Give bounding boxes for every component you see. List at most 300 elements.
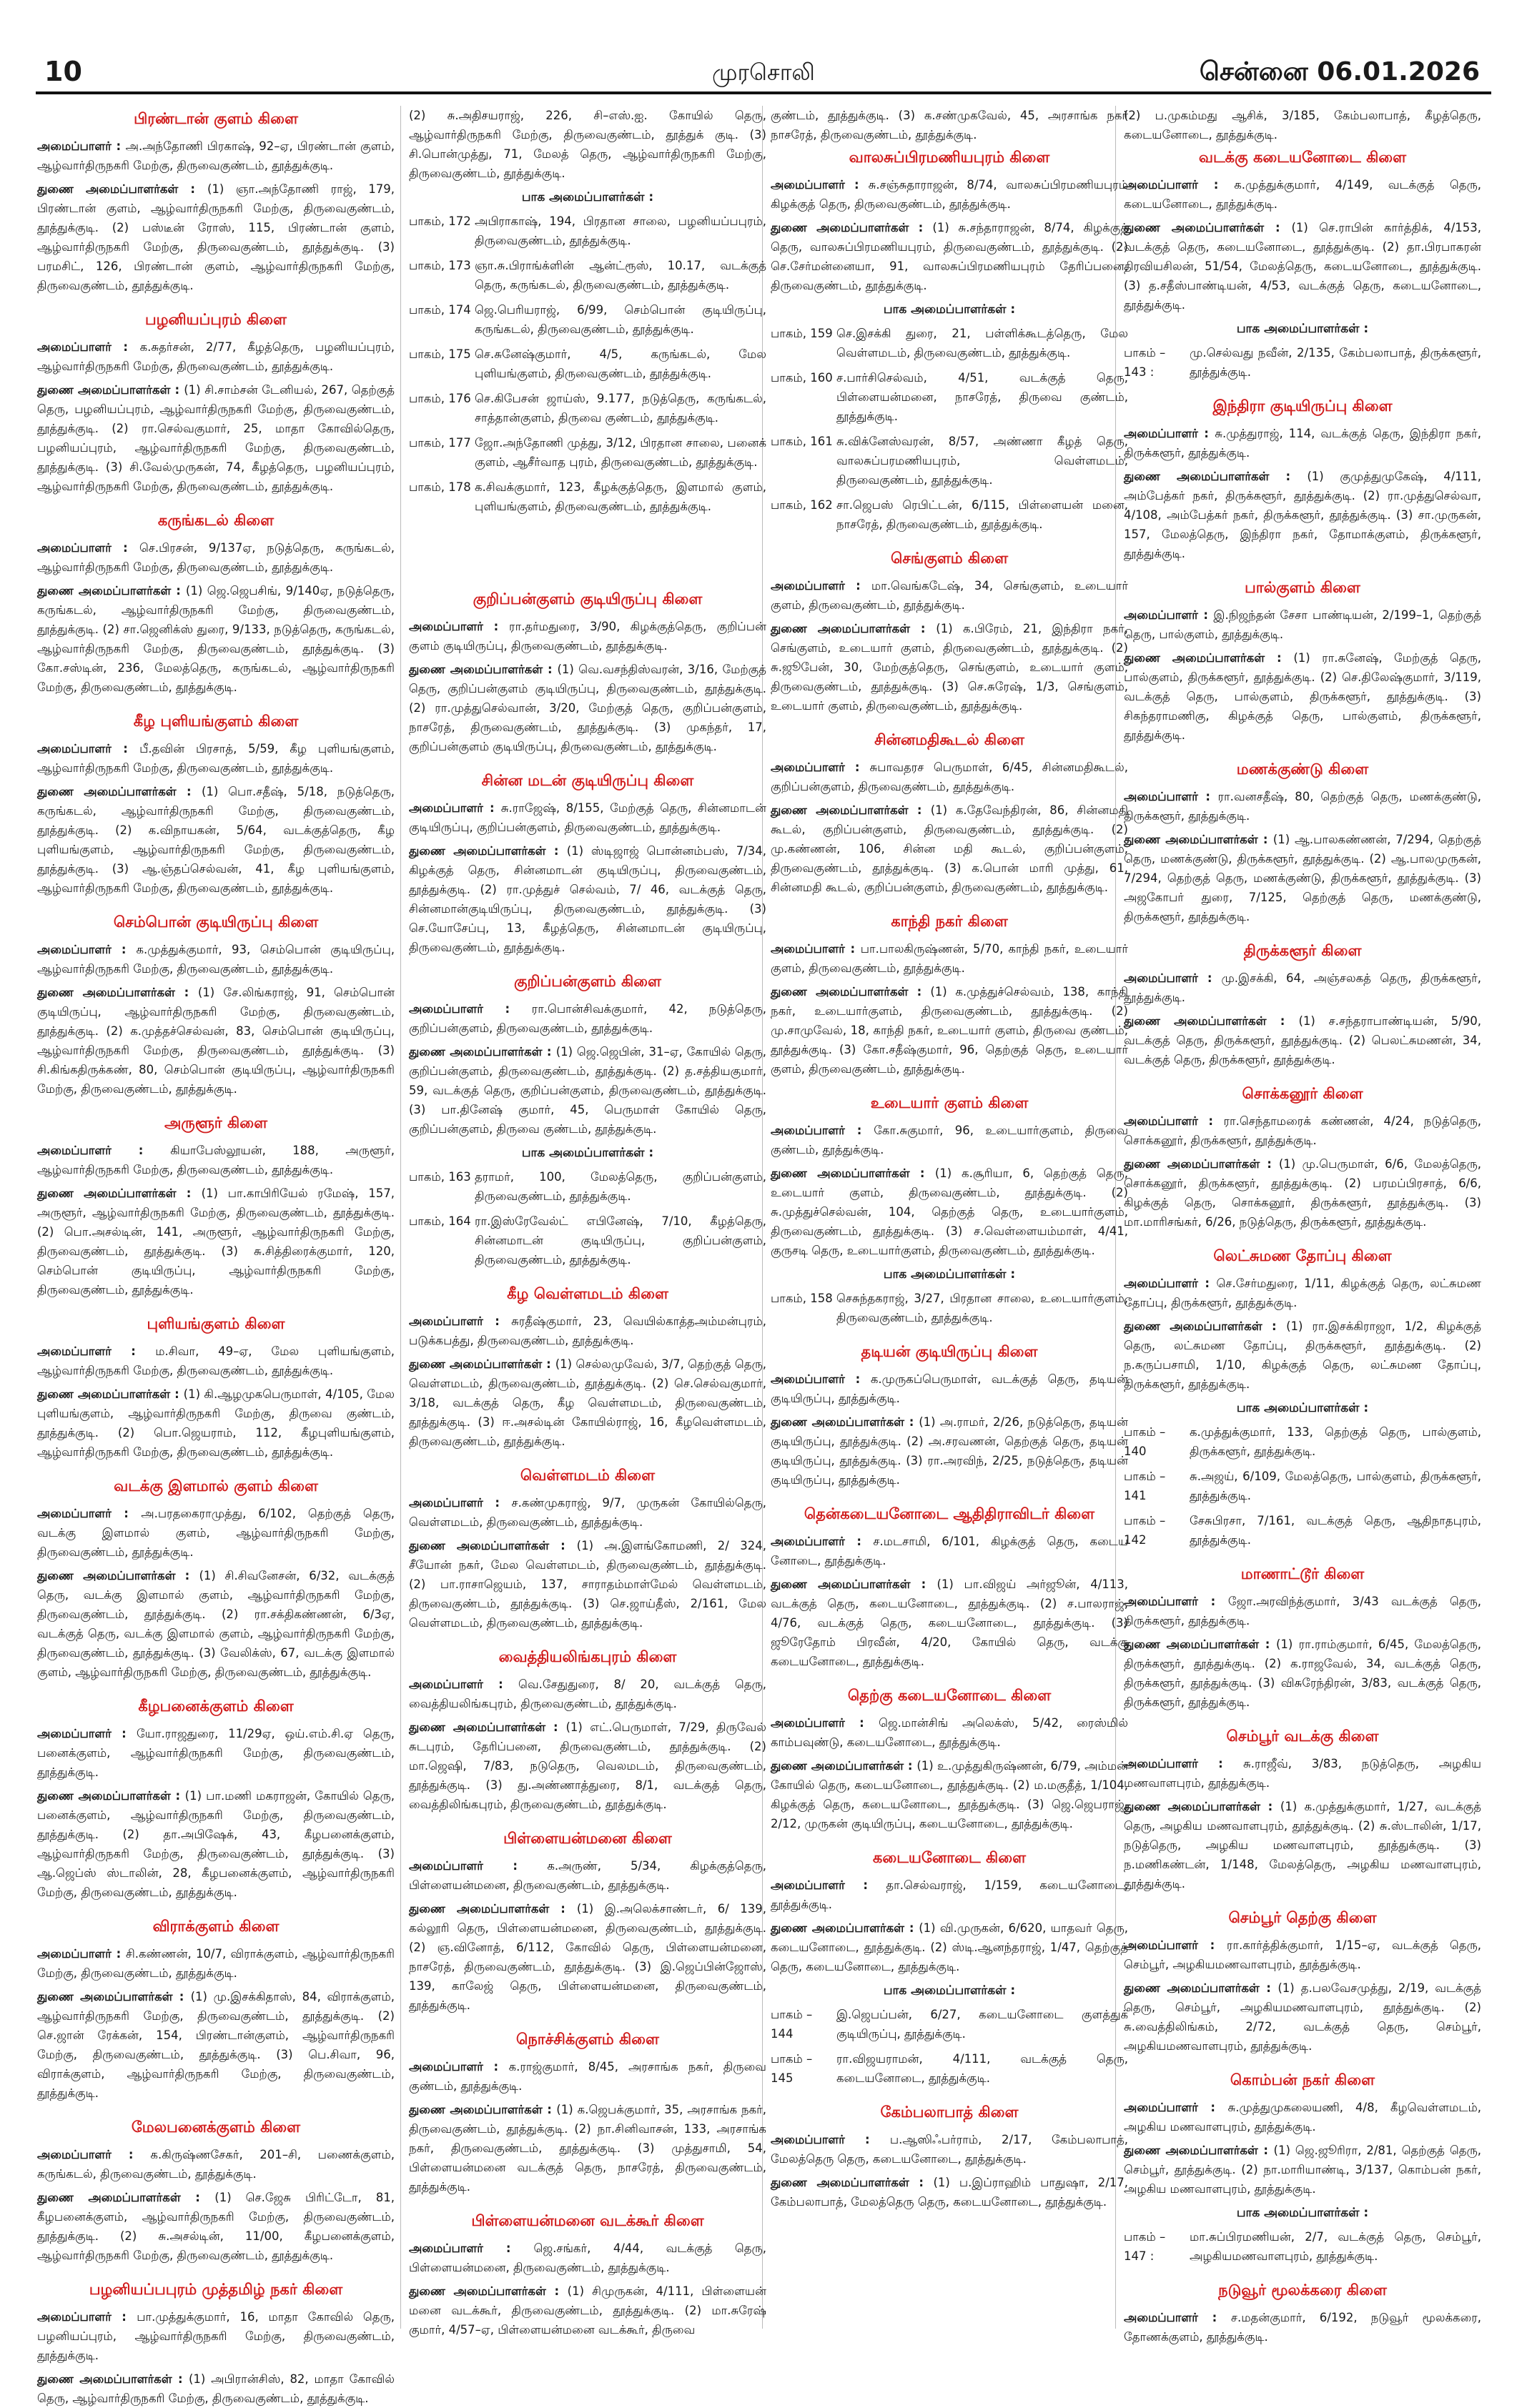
paaga-number: பாகம், 172: [409, 214, 471, 228]
paaga-row: [409, 1167, 766, 1206]
header-rule: [36, 91, 1491, 94]
deputy-organizers-entry: [1124, 1797, 1481, 1893]
entry-text: (1) பா.விஜய் அர்ஜூன், 4/113, வடக்குத் தெரு, கடையனோடை, தூத்துக்குடி. (2) ச.பாலராஜ், 4/76, வடக்குத் தெரு, கடையனோடை, தூத்துக்குடி. (3) ஜூரேதோம் பிரவீன், 4/20, கோயில் தெரு, வடக்கு கடையனோடை, தூத்துக்குடி.: [771, 1577, 1128, 1668]
deputy-organizers-entry: [1124, 1154, 1481, 1232]
paaga-member: அபிராகாஷ், 194, பிரதான சாலை, பழனியப்பபுரம், திருவைகுண்டம், தூத்துக்குடி.: [475, 214, 766, 247]
paaga-number: பாகம் – 141: [1124, 1470, 1166, 1502]
organizer-entry: [409, 617, 766, 655]
organizer-entry: [409, 1675, 766, 1713]
organizer-entry: [409, 798, 766, 837]
entry-text: சுரதீஷ்குமார், 23, வெயில்காத்தஅம்மன்புரம், படுக்கபத்து, திருவைகுண்டம், தூத்துக்குடி.: [409, 1314, 766, 1347]
paaga-row: [1124, 1511, 1481, 1550]
entry-text: (1) க.சூரியா, 6, தெற்குத் தெரு, உடையார் குளம், திருவைகுண்டம், தூத்துக்குடி. (2) சு.முத்துச்செல்வன், 104, தெற்குத் தெரு, உடையார்குளம், திருவைகுண்டம், தூத்துக்குடி. (3) ச.வெள்ளையம்மாள், 4/41, குருசடி தெரு, உடையார்குளம், திருவைகுண்டம், தூத்துக்குடி.: [771, 1166, 1128, 1257]
entry-label: அமைப்பாளர் :: [771, 1372, 871, 1386]
entry-label: துணை அமைப்பாளர்கள் :: [771, 1415, 919, 1429]
branch-section: [771, 1343, 1128, 1490]
entry-label: துணை அமைப்பாளர்கள் :: [409, 2103, 557, 2116]
paaga-number: பாகம், 159: [771, 327, 833, 340]
branch-section: [37, 1477, 395, 1682]
organizer-entry: [409, 1312, 766, 1350]
organizer-entry: [771, 2130, 1128, 2169]
branch-heading: வாலசுப்பிரமணியபுரம் கிளை: [849, 149, 1050, 166]
branch-section: [771, 731, 1128, 897]
entry-text: ரா.தர்மதுரை, 3/90, கிழக்குத்தெரு, குறிப்பன் குளம் குடியிருப்பு, திருவைகுண்டம், தூத்துக்குடி.: [409, 620, 766, 653]
deputy-organizers-entry: [771, 1412, 1128, 1490]
paaga-member: ஜோ.அந்தோணி முத்து, 3/12, பிரதான சாலை, பனைக் குளம், ஆசீர்வாத புரம், திருவைகுண்டம், தூத்துக்குடி.: [475, 436, 766, 469]
entry-text: (1) பொ.சதீஷ், 5/18, நடுத்தெரு, கருங்கடல், ஆழ்வார்திருநகரி மேற்கு, திருவைகுண்டம், தூத்துக்குடி. (2) க.விநாயகன், 5/64, வடக்குத்தெரு, கீழ புளியங்குளம், ஆழ்வார்திருநகரி மேற்கு, திருவைகுண்டம், தூத்துக்குடி. (3) ஆ.ஞ்தப்செல்வன், 41, கீழ புளியங்குளம், ஆழ்வார்திருநகரி மேற்கு, திருவைகுண்டம், தூத்துக்குடி.: [37, 785, 395, 895]
branch-heading: கேம்பலாபாத் கிளை: [880, 2104, 1019, 2121]
branch-heading: விராக்குளம் கிளை: [152, 1918, 280, 1935]
entry-text: (1) வி.முருகன், 6/620, யாதவர் தெரு, கடையனோடை, தூத்துக்குடி. (2) ஸ்டி.ஆனந்தராஜ், 1/47, தெற்குத் தெரு, கடையனோடை, தூத்துக்குடி.: [771, 1921, 1128, 1973]
entry-text: ரா.வனசதீஷ், 80, தெற்குத் தெரு, மணக்குண்டு, திருக்களூர், தூத்துக்குடி.: [1124, 790, 1481, 823]
column-divider: [400, 106, 401, 2329]
branch-heading: புளியங்குளம் கிளை: [147, 1315, 285, 1332]
entry-label: அமைப்பாளர் :: [1124, 2311, 1231, 2324]
entry-label: அமைப்பாளர் :: [1124, 2101, 1228, 2114]
branch-heading: கீழ புளியங்குளம் கிளை: [133, 713, 299, 730]
paaga-number: பாகம், 160: [771, 371, 833, 385]
entry-label: அமைப்பாளர் :: [37, 139, 126, 153]
deputy-organizers-entry: [1124, 648, 1481, 745]
entry-label: துணை அமைப்பாளர்கள் :: [409, 1902, 577, 1916]
paaga-member: ச.பார்சிசெல்வம், 4/51, வடக்குத் தெரு, பிள்ளையன்மனை, நாசரேத், திருவை குண்டம், தூத்துக்குடி.: [836, 371, 1128, 423]
paaga-row: [1124, 343, 1481, 382]
organizer-entry: [37, 1724, 395, 1782]
deputy-organizers-entry: [1124, 1635, 1481, 1712]
paaga-member: மு.செல்வது நவீன், 2/135, கேம்பலாபாத், திருக்களூர், தூத்துக்குடி.: [1190, 346, 1481, 379]
entry-label: துணை அமைப்பாளர்கள் :: [37, 1186, 202, 1200]
branch-heading: தென்கடையனோடை ஆதிதிராவிடர் கிளை: [804, 1505, 1095, 1522]
paaga-number: பாகம், 173: [409, 259, 471, 272]
organizer-entry: [409, 1493, 766, 1532]
entry-text: (1) கி.ஆழமுகபெருமாள், 4/105, மேல புளியங்குளம், ஆழ்வார்திருநகரி மேற்கு, திருவை குண்டம், தூத்துக்குடி. (2) பொ.ஜெயராம், 112, கீழபுளியங்குளம், ஆழ்வார்திருநகரி மேற்கு, திருவைகுண்டம், தூத்துக்குடி.: [37, 1387, 395, 1459]
entry-text: க.அருண், 5/34, கிழக்குத்தெரு, பிள்ளையன்மனை, திருவைகுண்டம், தூத்துக்குடி.: [409, 1859, 766, 1892]
entry-label: அமைப்பாளர் :: [409, 1314, 512, 1328]
paaga-number: பாகம், 174: [409, 303, 471, 317]
entry-label: அமைப்பாளர் :: [409, 2241, 534, 2255]
branch-section: [771, 550, 1128, 715]
branch-section: [1124, 1247, 1481, 1550]
entry-label: அமைப்பாளர் :: [37, 2148, 151, 2161]
branch-heading: சின்னமதிகூடல் கிளை: [874, 731, 1024, 748]
entry-label: அமைப்பாளர் :: [771, 942, 861, 956]
entry-text: (1) அ.இளங்கோமணி, 2/ 324, சீயோன் நகர், மேல வெள்ளமடம், திருவைகுண்டம், தூத்துக்குடி. (2) பா.ராசாஜெயம், 137, சாராதம்மாள்மேல் வெள்ளமடம், திருவைகுண்டம், தூத்துக்குடி. (3) செ.ஜாய்தீஸ், 2/161, மேல வெள்ளமடம், திருவைகுண்டம், தூத்துக்குடி.: [409, 1539, 766, 1630]
paaga-heading: பாக அமைப்பாளர்கள் :: [883, 1983, 1016, 1998]
paaga-row: [771, 1289, 1128, 1327]
deputy-organizers-entry: [1124, 467, 1481, 563]
branch-heading: செம்பொன் குடியிருப்பு கிளை: [113, 913, 319, 931]
entry-label: அமைப்பாளர் :: [771, 579, 871, 593]
entry-text: (1) பா.மணி மகராஜன், கோயில் தெரு, பனைக்குளம், ஆழ்வார்திருநகரி மேற்கு, திருவைகுண்டம், தூத்துக்குடி. (2) தா.அபிஷேக், 43, கீழபனைக்குளம், ஆழ்வார்திருநகரி மேற்கு, திருவைகுண்டம், தூத்துக்குடி. (3) ஆ.ஜெப்ஸ் ஸ்டாலின், 28, கீழபனைக்குளம், ஆழ்வார்திருநகரி மேற்கு, திருவைகுண்டம், தூத்துக்குடி.: [37, 1789, 395, 1899]
organizer-entry: [37, 1342, 395, 1380]
organizer-entry: [1124, 2308, 1481, 2347]
branch-section: [409, 2031, 766, 2196]
entry-label: துணை அமைப்பாளர்கள் :: [1124, 1981, 1278, 1995]
paaga-row: [771, 495, 1128, 534]
branch-heading: காந்தி நகர் கிளை: [891, 913, 1008, 930]
entry-text: வெ.சேதுதுரை, 8/ 20, வடக்குத் தெரு, வைத்தியலிங்கபுரம், திருவைகுண்டம், தூத்துக்குடி.: [409, 1678, 766, 1710]
branch-section: [409, 1830, 766, 2015]
branch-heading: மாணாட்டூர் கிளை: [1240, 1565, 1365, 1582]
paaga-row: [409, 477, 766, 516]
branch-section: [771, 149, 1128, 534]
entry-label: அமைப்பாளர் :: [409, 2060, 509, 2073]
entry-text: (1) செ.ஜேசு பிரிட்டோ, 81, கீழபனைக்குளம், ஆழ்வார்திருநகரி மேற்கு, திருவைகுண்டம், தூத்துக்குடி. (2) சு.அசல்டின், 11/00, கீழபனைக்குளம், ஆழ்வார்திருநகரி மேற்கு, திருவைகுண்டம், தூத்துக்குடி.: [37, 2191, 395, 2262]
entry-text: (1) க.முத்துச்செல்வம், 138, காந்தி நகர், உடையார்குளம், திருவைகுண்டம், தூத்துக்குடி. (2) மு.சாமுவேல், 18, காந்தி நகர், உடையார் குளம், திருவை குண்டம், தூத்துக்குடி. (3) கோ.சதீஷ்குமார், 96, தெற்குத் தெரு, உடையார் குளம், திருவைகுண்டம், தூத்துக்குடி.: [771, 985, 1128, 1076]
entry-label: அமைப்பாளர் :: [1124, 1938, 1227, 1952]
entry-label: அமைப்பாளர் :: [409, 1678, 519, 1691]
organizer-entry: [1124, 1111, 1481, 1150]
branch-section: [37, 311, 395, 496]
branch-section: [409, 772, 766, 957]
deputy-organizers-entry: [771, 801, 1128, 897]
branch-section: [771, 1505, 1128, 1671]
entry-label: அமைப்பாளர் :: [1124, 790, 1218, 803]
organizer-entry: [37, 1141, 395, 1179]
branch-section: [37, 512, 395, 697]
entry-label: அமைப்பாளர் :: [1124, 1595, 1228, 1608]
paaga-member: செசுந்தகராஜ், 3/27, பிரதான சாலை, உடையார்குளம், திருவைகுண்டம், தூத்துக்குடி.: [836, 1292, 1128, 1324]
entry-label: அமைப்பாளர் :: [771, 178, 869, 192]
paaga-member: மா.சுப்பிரமணியன், 2/7, வடக்குத் தெரு, செம்பூர், அழகியமணவாளபுரம், தூத்துக்குடி.: [1190, 2230, 1481, 2263]
entry-label: துணை அமைப்பாளர்கள் :: [37, 2191, 215, 2204]
paaga-row: [1124, 2227, 1481, 2266]
entry-text: (1) உ.முத்துகிருஷ்ணன், 6/79, அம்மன் கோயில் தெரு, கடையனோடை, தூத்துக்குடி. (2) ம.மகுதீத், 1/104, கிழக்குத் தெரு, கடையனோடை, தூத்துக்குடி. (3) ஜெ.ஜெபராஜ், 2/12, முருகன் குடியிருப்பு, கடையனோடை, தூத்துக்குடி.: [771, 1759, 1129, 1830]
branch-section: [771, 1849, 1128, 2088]
organizer-entry: [1124, 2098, 1481, 2136]
organizer-entry: [771, 1532, 1128, 1570]
paaga-row: [409, 433, 766, 472]
deputy-organizers-entry: [771, 1756, 1128, 1833]
paaga-number: பாகம், 177: [409, 436, 471, 450]
branch-heading: சொக்கனூர் கிளை: [1242, 1085, 1363, 1102]
column-1: [37, 106, 395, 2405]
entry-label: துணை அமைப்பாளர்கள் :: [771, 1166, 935, 1180]
deputy-organizers-entry: [409, 2281, 766, 2339]
organizer-entry: [771, 1369, 1128, 1408]
branch-section: [37, 1918, 395, 2103]
branch-heading: லெட்சுமண தோப்பு கிளை: [1213, 1247, 1392, 1264]
entry-label: அமைப்பாளர் :: [1124, 427, 1215, 440]
entry-label: துணை அமைப்பாளர்கள் :: [409, 1357, 555, 1371]
entry-text: (1) அ.ராமர், 2/26, நடுத்தெரு, தடியன் குடியிருப்பு, தூத்துக்குடி. (2) அ.சரவணன், தெற்குத் தெரு, தடியன் குடியிருப்பு, தூத்துக்குடி. (3) ரா.அரவிந், 2/25, நடுத்தெரு, தடியன் குடியிருப்பு, தூத்துக்குடி.: [771, 1415, 1129, 1487]
deputy-organizers-entry: [1124, 1317, 1481, 1394]
entry-label: அமைப்பாளர் :: [37, 742, 140, 755]
entry-text: (1) ரா.ராம்குமார், 6/45, மேலத்தெரு, திருக்களூர், தூத்துக்குடி. (2) க.ராஜவேல், 34, வடக்குத் தெரு, திருக்களூர், தூத்துக்குடி. (3) விசுரேந்திரன், 3/83, வடக்குத் தெரு, திருக்களூர், தூத்துக்குடி.: [1124, 1637, 1481, 1709]
entry-label: துணை அமைப்பாளர்கள் :: [37, 785, 202, 798]
paaga-heading: பாக அமைப்பாளர்கள் :: [883, 302, 1016, 317]
entry-text: சு.ராஜேஷ், 8/155, மேற்குத் தெரு, சின்னமாடன் குடியிருப்பு, குறிப்பன்குளம், திருவைகுண்டம், தூத்துக்குடி.: [409, 801, 766, 834]
paaga-heading: பாக அமைப்பாளர்கள் :: [883, 1267, 1016, 1282]
entry-text: (1) சி.சாம்சன் டேனியல், 267, தெற்குத் தெரு, பழனியப்புரம், ஆழ்வார்திருநகரி மேற்கு, திருவைகுண்டம், தூத்துக்குடி. (2) ரா.செல்வகுமார், 25, மாதா கோவில்தெரு, பழனியப்புரம், ஆழ்வார்திருநகரி மேற்கு, திருவைகுண்டம், தூத்துக்குடி. (3) சி.வேல்முருகன், 74, கீழத்தெரு, பழனியப்புரம், ஆழ்வார்திருநகரி மேற்கு, திருவைகுண்டம், தூத்துக்குடி.: [37, 383, 395, 493]
entry-text: சுபாவதரச பெருமாள், 6/45, சின்னமதிகூடல், குறிப்பன்குளம், திருவைகுண்டம், தூத்துக்குடி.: [771, 760, 1128, 793]
entry-text: ஜோ.அரவிந்த்குமார், 3/43 வடக்குத் தெரு, திருக்களூர், தூத்துக்குடி.: [1124, 1595, 1481, 1627]
paaga-row: [409, 1212, 766, 1269]
entry-label: துணை அமைப்பாளர்கள் :: [771, 221, 933, 234]
entry-label: துணை அமைப்பாளர்கள் :: [1124, 833, 1273, 846]
entry-text: ப.ஆஸிஃபர்ராம், 2/17, கேம்பலாபாத், மேலத்தெரு தெரு, கடையனோடை, தூத்துக்குடி.: [771, 2133, 1128, 2166]
organizer-entry: [1124, 605, 1481, 644]
entry-label: அமைப்பாளர் :: [409, 801, 501, 815]
branch-section: [1124, 760, 1481, 926]
entry-label: அமைப்பாளர் :: [771, 760, 870, 774]
paaga-member: சேசுபிரசா, 7/161, வடக்குத் தெரு, ஆதிநாதபுரம், தூத்துக்குடி.: [1190, 1514, 1481, 1547]
branch-section: [1124, 2071, 1481, 2266]
paaga-row: [771, 432, 1128, 490]
paaga-member: சா.ஜெபஸ் ரெபிட்டன், 6/115, பிள்ளையன் மனை, நாசரேத், திருவைகுண்டம், தூத்துக்குடி.: [836, 498, 1128, 531]
organizer-entry: [1124, 1754, 1481, 1793]
branch-heading: கொம்பன் நகர் கிளை: [1230, 2071, 1375, 2089]
branch-heading: உடையார் குளம் கிளை: [870, 1094, 1029, 1111]
entry-text: (1) ச.சந்தராபாண்டியன், 5/90, வடக்குத் தெரு, திருக்களூர், தூத்துக்குடி. (2) பெலட்சுமணன், 34, வடக்குத் தெரு, திருக்களூர், தூத்துக்குடி.: [1124, 1014, 1481, 1066]
newspaper-name: முரசொலி: [712, 59, 815, 86]
deputy-organizers-entry: [409, 841, 766, 957]
branch-section: [37, 1315, 395, 1462]
organizer-entry: [409, 2239, 766, 2277]
branch-heading: பழனியப்புரம் கிளை: [145, 311, 287, 328]
organizer-entry: [771, 576, 1128, 615]
branch-heading: பழனியப்பபுரம் முத்தமிழ் நகர் கிளை: [89, 2281, 343, 2298]
paaga-heading: பாக அமைப்பாளர்கள் :: [1236, 2206, 1369, 2220]
entry-label: துணை அமைப்பாளர்கள் :: [771, 1577, 937, 1591]
deputy-organizers-entry: [1124, 2141, 1481, 2199]
branch-section: [37, 1114, 395, 1299]
organizer-entry: [1124, 968, 1481, 1007]
branch-section: [1124, 1085, 1481, 1232]
paaga-member: க.முத்துக்குமார், 133, தெற்குத் தெரு, பால்குளம், திருக்களூர், தூத்துக்குடி.: [1190, 1425, 1481, 1458]
paaga-member: இ.ஜெபப்பன், 6/27, கடையனோடை குளத்துக் குடியிருப்பு, தூத்துக்குடி.: [836, 2008, 1128, 2041]
deputy-organizers-entry: [771, 1918, 1128, 1976]
deputy-organizers-entry: [37, 2188, 395, 2265]
paaga-heading: பாக அமைப்பாளர்கள் :: [1236, 322, 1369, 336]
organizer-entry: [409, 999, 766, 1038]
entry-label: அமைப்பாளர் :: [771, 1716, 879, 1730]
entry-text: (1) வெ.வசந்திஸ்வரன், 3/16, மேற்குத் தெரு, குறிப்பன்குளம் குடியிருப்பு, திருவைகுண்டம், தூத்துக்குடி. (2) ரா.முத்துசெல்வான், 3/20, மேற்குத் தெரு, குறிப்பன்குளம், நாசரேத், திருவைகுண்டம், தூத்துக்குடி. (3) முகந்தர், 17, குறிப்பன்குளம் குடியிருப்பு, திருவைகுண்டம், தூத்துக்குடி.: [409, 663, 766, 753]
branch-heading: கீழபனைக்குளம் கிளை: [138, 1698, 294, 1715]
entry-label: அமைப்பாளர் :: [409, 1496, 512, 1510]
branch-heading: தடியன் குடியிருப்பு கிளை: [861, 1343, 1038, 1360]
branch-section: [1124, 2281, 1481, 2347]
entry-text: (1) சிமுருகன், 4/111, பிள்ளையன் மனை வடக்கூர், திருவைகுண்டம், தூத்துக்குடி. (2) மா.சுரேஷ் குமார், 4/57–ஏ, பிள்ளையன்மனை வடக்கூர், திருவை: [409, 2284, 766, 2337]
organizer-entry: [771, 175, 1128, 214]
paaga-row: [409, 212, 766, 250]
organizer-entry: [37, 940, 395, 978]
paaga-number: பாகம் – 147 :: [1124, 2230, 1166, 2263]
paaga-number: பாகம் – 144: [771, 2008, 813, 2041]
entry-label: துணை அமைப்பாளர்கள் :: [1124, 470, 1308, 483]
entry-label: துணை அமைப்பாளர்கள் :: [409, 844, 567, 858]
entry-text: (1) க.தேவேந்திரன், 86, சின்னமதி கூடல், குறிப்பன்குளம், திருவைகுண்டம், தூத்துக்குடி. (2) மு.கண்ணன், 106, சின்ன மதி கூடல், குறிப்பன்குளம், திருவைகுண்டம், தூத்துக்குடி. (3) க.பொன் மாரி முத்து, 61, சின்னமதி கூடல், குறிப்பன்குளம், திருவைகுண்டம், தூத்துக்குடி.: [771, 803, 1128, 894]
deputy-organizers-entry: [37, 179, 395, 295]
branch-heading: தெற்கு கடையனோடை கிளை: [847, 1687, 1052, 1704]
paaga-row: [771, 324, 1128, 362]
entry-text: (1) செல்லமுவேல், 3/7, தெற்குத் தெரு, வெள்ளமடம், திருவைகுண்டம், தூத்துக்குடி. (2) செ.செல்வகுமார், 3/18, வடக்குத் தெரு, கீழ வெள்ளமடம், திருவைகுண்டம், தூத்துக்குடி. (3) ஈ.அசல்டின் கோயில்ராஜ், 16, கீழவெள்ளமடம், திருவைகுண்டம், தூத்துக்குடி.: [409, 1357, 766, 1448]
entry-label: அமைப்பாளர் :: [771, 1878, 886, 1892]
entry-text: செ.பிரசன், 9/137ஏ, நடுத்தெரு, கருங்கடல், ஆழ்வார்திருநகரி மேற்கு, திருவைகுண்டம், தூத்துக்குடி.: [37, 541, 395, 574]
branch-section: [409, 2212, 766, 2339]
entry-text: க.கிருஷ்ணசேகர், 201–சி, பணைக்குளம், கருங்கடல், திருவைகுண்டம், தூத்துக்குடி.: [37, 2148, 395, 2181]
branch-heading: வெள்ளமடம் கிளை: [520, 1467, 656, 1484]
entry-label: துணை அமைப்பாளர்கள் :: [771, 2176, 934, 2189]
entry-label: துணை அமைப்பாளர்கள் :: [771, 803, 931, 817]
entry-label: துணை அமைப்பாளர்கள் :: [409, 663, 558, 676]
entry-label: துணை அமைப்பாளர்கள் :: [409, 1539, 577, 1552]
deputy-organizers-entry: [37, 1786, 395, 1902]
entry-label: அமைப்பாளர் :: [409, 1002, 532, 1016]
branch-heading: சின்ன மடன் குடியிருப்பு கிளை: [481, 772, 694, 789]
branch-heading: பால்குளம் கிளை: [1245, 579, 1360, 596]
branch-heading: கீழ வெள்ளமடம் கிளை: [507, 1285, 668, 1302]
entry-label: அமைப்பாளர் :: [37, 340, 140, 354]
entry-text: ரா.பொன்சிவக்குமார், 42, நடுத்தெரு, குறிப்பன்குளம், திருவைகுண்டம், தூத்துக்குடி.: [409, 1002, 766, 1035]
entry-text: கோ.சுகுமார், 96, உடையார்குளம், திருவை குண்டம், தூத்துக்குடி.: [771, 1124, 1128, 1156]
edition-date: சென்னை 06.01.2026: [1199, 57, 1480, 86]
branch-section: [409, 973, 766, 1269]
branch-section: [37, 110, 395, 295]
organizer-entry: [37, 739, 395, 778]
paaga-row: [771, 368, 1128, 426]
paaga-member: செ.சுனேஷ்குமார், 4/5, கருங்கடல், மேல புளியங்குளம், திருவைகுண்டம், தூத்துக்குடி.: [475, 347, 766, 380]
organizer-entry: [37, 1504, 395, 1562]
entry-text: ச.மதன்குமார், 6/192, நடுவூர் மூலக்கரை, தோணக்குளம், தூத்துக்குடி.: [1124, 2311, 1481, 2344]
deputy-organizers-entry: [409, 1354, 766, 1451]
branch-heading: பிள்ளையன்மனை வடக்கூர் கிளை: [471, 2212, 704, 2229]
paaga-row: [409, 256, 766, 294]
entry-label: அமைப்பாளர் :: [771, 1535, 874, 1548]
entry-label: துணை அமைப்பாளர்கள் :: [1124, 1319, 1287, 1333]
entry-label: அமைப்பாளர் :: [409, 1859, 548, 1873]
entry-label: துணை அமைப்பாளர்கள் :: [37, 1569, 199, 1582]
entry-text: அ.பரதகைராமுத்து, 6/102, தெற்குத் தெரு, வடக்கு இளமால் குளம், ஆழ்வார்திருநகரி மேற்கு, திருவைகுண்டம், தூத்துக்குடி.: [37, 1507, 395, 1559]
entry-label: அமைப்பாளர் :: [1124, 971, 1222, 985]
entry-text: (1) த.பலவேசமுத்து, 2/19, வடக்குத் தெரு, செம்பூர், அழகியமணவாளபுரம், தூத்துக்குடி. (2) சு.வைத்திலிங்கம், 2/72, வடக்குத் தெரு, செம்பூர், அழகியமணவாளபுரம், தூத்துக்குடி.: [1124, 1981, 1481, 2053]
organizer-entry: [771, 758, 1128, 796]
branch-section: [1124, 579, 1481, 745]
entry-label: அமைப்பாளர் :: [1124, 1757, 1244, 1770]
branch-heading: அருளூர் கிளை: [164, 1114, 268, 1131]
entry-text: (1) பா.காபிரியேல் ரமேஷ், 157, அருளூர், ஆழ்வார்திருநகரி மேற்கு, திருவைகுண்டம், தூத்துக்குடி. (2) பொ.அசல்டின், 141, அருளூர், ஆழ்வார்திருநகரி மேற்கு, திருவைகுண்டம், தூத்துக்குடி. (3) சு.சித்திரைக்குமார், 120, செம்பொன் குடியிருப்பு, ஆழ்வார்திருநகரி மேற்கு, திருவைகுண்டம், தூத்துக்குடி.: [37, 1186, 395, 1297]
deputy-organizers-entry: [771, 1164, 1128, 1260]
column-3: [771, 106, 1128, 2336]
entry-text: (1) செ.ராபின் கார்த்திக், 4/153, வடக்குத் தெரு, கடையனோடை, தூத்துக்குடி. (2) தா.பிரபாகரன் திரவியசிலன், 51/54, மேலத்தெரு, கடையனோடை, தூத்துக்குடி. (3) த.சதீஸ்பாண்டியன், 4/53, வடக்குத் தெரு, கடையனோடை, தூத்துக்குடி.: [1124, 221, 1482, 312]
entry-text: க.முத்துக்குமார், 93, செம்பொன் குடியிருப்பு, ஆழ்வார்திருநகரி மேற்கு, திருவைகுண்டம், தூத்துக்குடி.: [37, 943, 395, 976]
entry-label: துணை அமைப்பாளர்கள் :: [409, 2284, 568, 2298]
branch-section: [771, 913, 1128, 1079]
organizer-entry: [771, 1876, 1128, 1914]
paaga-number: பாகம், 178: [409, 480, 471, 494]
column-spacer: [409, 522, 766, 586]
organizer-entry: [1124, 1936, 1481, 1974]
entry-label: துணை அமைப்பாளர்கள் :: [771, 622, 937, 635]
paaga-row: [1124, 1422, 1481, 1461]
column-2: [409, 106, 766, 2336]
deputy-organizers-entry: [1124, 830, 1481, 926]
deputy-organizers-entry: [771, 218, 1128, 295]
entry-label: அமைப்பாளர் :: [37, 943, 137, 956]
organizer-entry: [409, 1856, 766, 1895]
entry-text: ச.மடசாமி, 6/101, கிழக்குத் தெரு, கடைய னோடை, தூத்துக்குடி.: [771, 1535, 1128, 1567]
entry-label: துணை அமைப்பாளர்கள் :: [37, 986, 198, 999]
organizer-entry: [37, 2145, 395, 2184]
branch-section: [37, 713, 395, 898]
entry-text: இ.நிஜந்தன் சேசா பாண்டியன், 2/199–1, தெற்குத் தெரு, பால்குளம், தூத்துக்குடி.: [1124, 608, 1481, 641]
entry-text: ரா.கார்த்திக்குமார், 1/15–ஏ, வடக்குத் தெரு, செம்பூர், அழகியமணவாளபுரம், தூத்துக்குடி.: [1124, 1938, 1481, 1971]
branch-heading: கடையனோடை கிளை: [872, 1849, 1027, 1866]
entry-text: ம.சிவா, 49–ஏ, மேல புளியங்குளம், ஆழ்வார்திருநகரி மேற்கு, திருவைகுண்டம், தூத்துக்குடி.: [37, 1344, 395, 1377]
organizer-entry: [771, 1713, 1128, 1752]
deputy-organizers-entry: [1124, 1978, 1481, 2056]
paaga-member: க.சிவக்குமார், 123, கீழக்குத்தெரு, இளமால் குளம், புளியங்குளம், திருவைகுண்டம், தூத்துக்குடி.: [475, 480, 766, 513]
branch-heading: நடுவூர் மூலக்கரை கிளை: [1218, 2281, 1387, 2299]
entry-text: (1) எட்.பெருமாள், 7/29, திருவேல் சுடபுரம், தேரிப்பனை, திருவைகுண்டம், தூத்துக்குடி. (2) மா.ஜெஷி, 7/83, நடுதெரு, வெலமடம், திருவைகுண்டம், தூத்துக்குடி. (3) து.அண்ணாத்துரை, 8/1, வடக்குத் தெரு, வைத்திலிங்கபுரம், திருவைகுண்டம், தூத்துக்குடி.: [409, 1720, 766, 1811]
entry-text: க.முருகப்பெருமாள், வடக்குத் தெரு, தடியன் குடியிருப்பு, தூத்துக்குடி.: [771, 1372, 1128, 1405]
entry-label: துணை அமைப்பாளர்கள் :: [37, 1387, 184, 1401]
branch-section: [37, 2281, 395, 2408]
entry-text: செ.சேர்மதுரை, 1/11, கிழக்குத் தெரு, லட்சுமண தோப்பு, திருக்களூர், தூத்துக்குடி.: [1124, 1277, 1481, 1309]
branch-heading: பிள்ளையன்மனை கிளை: [503, 1830, 672, 1847]
entry-text: (1) குமுத்துமுகேஷ், 4/111, அம்பேத்கர் நகர், திருக்களூர், தூத்துக்குடி. (2) ரா.முத்துசெல்வா, 4/108, அம்பேத்கர் நகர், திருக்களூர், தூத்துக்குடி. (3) சா.முருகன், 157, மேலத்தெரு, இந்திரா நகர், தோமாக்குளம், திருக்களூர், தூத்துக்குடி.: [1124, 470, 1482, 560]
branch-heading: வடக்கு இளமால் குளம் கிளை: [114, 1477, 318, 1495]
entry-label: அமைப்பாளர் :: [37, 1947, 126, 1961]
deputy-organizers-entry: [37, 782, 395, 898]
branch-heading: செம்பூர் வடக்கு கிளை: [1226, 1728, 1379, 1745]
entry-label: துணை அமைப்பாளர்கள் :: [37, 182, 207, 196]
deputy-organizers-entry: [37, 1184, 395, 1299]
branch-heading: குறிப்பன்குளம் குடியிருப்பு கிளை: [473, 590, 703, 608]
branch-section: [1124, 1565, 1481, 1712]
paaga-member: செ.கிபேசன் ஜாய்ஸ், 9.177, நடுத்தெரு, கருங்கடல், சாத்தான்குளம், திருவை குண்டம், தூத்துக்குடி.: [475, 392, 766, 425]
entry-text: (1) ரா.இசக்கிராஜா, 1/2, கிழக்குத் தெரு, லட்சுமண தோப்பு, திருக்களூர், தூத்துக்குடி. (2) ந.கருப்பசாமி, 1/10, கிழக்குத் தெரு, லட்சுமண தோப்பு, திருக்களூர், தூத்துக்குடி.: [1124, 1319, 1481, 1391]
entry-text: (1) இ.அலெக்சாண்டர், 6/ 139, கல்லூரி தெரு, பிள்ளையன்மனை, திருவைகுண்டம், தூத்துக்குடி. (2) ஞ.வினோத், 6/112, கோவில் தெரு, பிள்ளையன்மனை, நாசரேத், திருவைகுண்டம், தூத்துக்குடி. (3) இ.ஜெப்பின்ஜோஸ், 139, காலேஜ் தெரு, பிள்ளையன்மனை, திருவைகுண்டம், தூத்துக்குடி.: [409, 1902, 766, 2012]
entry-text: க.முத்துக்குமார், 4/149, வடக்குத் தெரு, கடையனோடை, தூத்துக்குடி.: [1124, 178, 1481, 211]
paaga-number: பாகம், 162: [771, 498, 833, 512]
entry-label: அமைப்பாளர் :: [1124, 1114, 1224, 1128]
deputy-organizers-entry: [37, 380, 395, 496]
entry-label: துணை அமைப்பாளர்கள் :: [37, 1789, 185, 1803]
entry-text: (1) சு.சந்தாராஜன், 8/74, கிழக்குத் தெரு, வாலசுப்பிரமணியபுரம், திருவைகுண்டம், தூத்துக்குடி. (2) செ.சேர்மன்னையா, 91, வாலசுப்பிரமணியபுரம் தேரிப்பனை, திருவைகுண்டம், தூத்துக்குடி.: [771, 221, 1128, 292]
entry-text: சு.ராஜீவ், 3/83, நடுத்தெரு, அழகிய மணவாளபுரம், தூத்துக்குடி.: [1124, 1757, 1481, 1790]
branch-heading: இந்திரா குடியிருப்பு கிளை: [1212, 397, 1393, 415]
entry-text: ரா.செந்தாமரைக் கண்ணன், 4/24, நடுத்தெரு, சொக்கனூர், திருக்களூர், தூத்துக்குடி.: [1124, 1114, 1481, 1147]
entry-label: துணை அமைப்பாளர்கள் :: [1124, 1800, 1280, 1813]
entry-label: அமைப்பாளர் :: [37, 541, 139, 555]
branch-section: [1124, 149, 1481, 382]
paaga-row: [1124, 1467, 1481, 1505]
deputy-organizers-entry: [37, 1987, 395, 2103]
entry-label: துணை அமைப்பாளர்கள் :: [771, 1759, 917, 1773]
organizer-entry: [1124, 175, 1481, 214]
entry-label: துணை அமைப்பாளர்கள் :: [409, 1720, 566, 1734]
deputy-organizers-entry: [37, 581, 395, 697]
entry-label: துணை அமைப்பாளர்கள் :: [771, 1921, 919, 1935]
entry-text: (1) ஜெ.ஜூரிரா, 2/81, தெற்குத் தெரு, செம்பூர், தூத்துக்குடி. (2) நா.மாரியாண்டி, 3/137, கொம்பன் நகர், அழகிய மணவாளபுரம், தூத்துக்குடி.: [1124, 2144, 1481, 2196]
entry-text: (1) அபிரான்சிஸ், 82, மாதா கோவில் தெரு, ஆழ்வார்திருநகரி மேற்கு, திருவைகுண்டம், தூத்துக்குடி.: [37, 2372, 395, 2405]
entry-label: அமைப்பாளர் :: [771, 2133, 890, 2146]
continued-text: (2) சு.அதிசயராஜ், 226, சி–எஸ்.ஐ. கோயில் தெரு, ஆழ்வார்திருநகரி மேற்கு, திருவைகுண்டம், தூத்துக் குடி. (3) சி.பொன்முத்து, 71, மேலத் தெரு, ஆழ்வார்திருநகரி மேற்கு, திருவைகுண்டம், தூத்துக்குடி.: [409, 109, 766, 180]
branch-heading: செம்பூர் தெற்கு கிளை: [1228, 1909, 1377, 1926]
branch-heading: வடக்கு கடையனோடை கிளை: [1198, 149, 1407, 166]
branch-heading: குறிப்பன்குளம் கிளை: [514, 973, 661, 990]
paaga-number: பாகம் – 145: [771, 2052, 813, 2085]
entry-text: (1) க.முத்துக்குமார், 1/27, வடக்குத் தெரு, அழகிய மணவாளபுரம், தூத்துக்குடி. (2) சு.ஸ்டாலின், 1/17, நடுத்தெரு, அழகிய மணவாளபுரம், தூத்துக்குடி. (3) ந.மணிகண்டன், 1/148, மேலத்தெரு, அழகிய மணவாளபுரம், தூத்துக்குடி.: [1124, 1800, 1481, 1891]
entry-text: (1) ஆ.பாலகண்ணன், 7/294, தெற்குத் தெரு, மணக்குண்டு, திருக்களூர், தூத்துக்குடி. (2) ஆ.பாலமுருகன், 7/294, தெற்குத் தெரு, மணக்குண்டு, திருக்களூர், தூத்துக்குடி. (3) அஜகோபா் துரை, 7/125, தெற்குத் தெரு, மணக்குண்டு, திருக்களூர், தூத்துக்குடி.: [1124, 833, 1481, 923]
entry-label: அமைப்பாளர் :: [1124, 1277, 1217, 1290]
organizer-entry: [771, 1121, 1128, 1159]
entry-text: பா.பாலகிருஷ்ணன், 5/70, காந்தி நகர், உடையார் குளம், திருவைகுண்டம், தூத்துக்குடி.: [771, 942, 1128, 975]
entry-text: மா.வெங்கடேஷ், 34, செங்குளம், உடையார் குளம், திருவைகுண்டம், தூத்துக்குடி.: [771, 579, 1128, 612]
entry-text: யோ.ராஜதுரை, 11/29ஏ, ஒய்.எம்.சி.ஏ தெரு, பனைக்குளம், ஆழ்வார்திருநகரி மேற்கு, திருவைகுண்டம், தூத்துக்குடி.: [37, 1727, 395, 1779]
branch-section: [771, 1094, 1128, 1327]
